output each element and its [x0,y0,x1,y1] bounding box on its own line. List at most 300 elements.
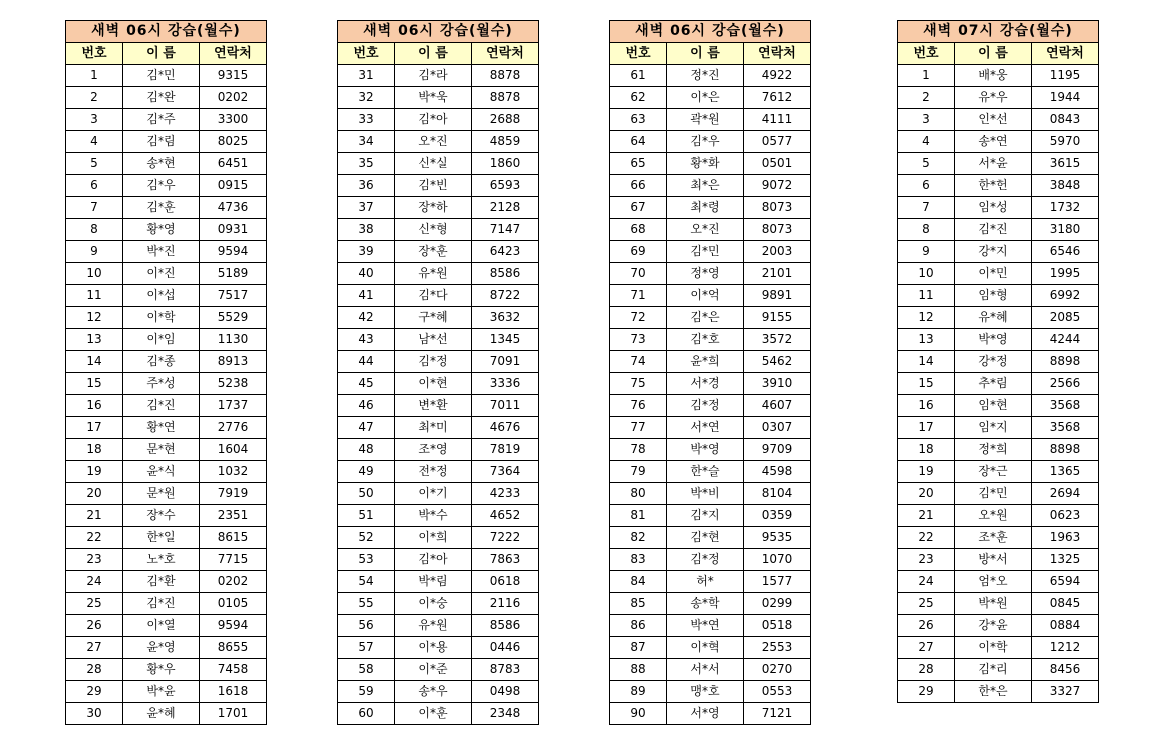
table-row [338,571,539,593]
table-row [610,263,811,285]
row-name: 유*원 [395,263,472,285]
table-row [66,483,267,505]
row-contact: 4233 [472,483,539,505]
row-number: 12 [66,307,123,329]
row-number: 29 [898,681,955,703]
row-number: 58 [338,659,395,681]
row-name: 김*아 [395,549,472,571]
row-name: 이*학 [123,307,200,329]
row-number: 60 [338,703,395,725]
row-name: 서*연 [667,417,744,439]
row-number: 16 [898,395,955,417]
header-contact: 연락처 [472,43,539,65]
table-title: 새벽 06시 강습(월수) [610,21,811,43]
table-row [610,329,811,351]
row-name: 이*진 [123,263,200,285]
row-number: 25 [66,593,123,615]
row-name: 오*진 [667,219,744,241]
row-name: 김*민 [955,483,1032,505]
row-name: 김*아 [395,109,472,131]
row-name: 윤*혜 [123,703,200,725]
row-contact: 9594 [200,615,267,637]
row-number: 21 [66,505,123,527]
row-name: 곽*원 [667,109,744,131]
table-row [898,307,1099,329]
table-row [338,87,539,109]
row-name: 변*환 [395,395,472,417]
table-row [610,153,811,175]
table-row [66,175,267,197]
row-contact: 1212 [1032,637,1099,659]
row-contact: 5238 [200,373,267,395]
row-contact: 5462 [744,351,811,373]
row-number: 5 [898,153,955,175]
row-name: 이*은 [667,87,744,109]
row-name: 강*정 [955,351,1032,373]
row-contact: 4922 [744,65,811,87]
row-number: 4 [66,131,123,153]
row-name: 이*숭 [395,593,472,615]
table-row [338,373,539,395]
row-contact: 1365 [1032,461,1099,483]
row-contact: 0623 [1032,505,1099,527]
row-number: 67 [610,197,667,219]
row-number: 78 [610,439,667,461]
table-row [898,329,1099,351]
row-name: 이*희 [395,527,472,549]
row-contact: 0618 [472,571,539,593]
table-row [898,549,1099,571]
table-row [338,461,539,483]
table-row [66,703,267,725]
table-row [338,241,539,263]
row-number: 3 [898,109,955,131]
table-row [338,329,539,351]
row-name: 김*진 [123,395,200,417]
row-contact: 1701 [200,703,267,725]
row-number: 46 [338,395,395,417]
row-contact: 8878 [472,87,539,109]
row-number: 82 [610,527,667,549]
row-contact: 4859 [472,131,539,153]
row-contact: 0446 [472,637,539,659]
row-number: 17 [898,417,955,439]
row-name: 이*임 [123,329,200,351]
table-row [66,87,267,109]
row-contact: 6451 [200,153,267,175]
table-row [66,681,267,703]
row-number: 19 [898,461,955,483]
table-row [898,483,1099,505]
row-number: 27 [66,637,123,659]
table-row [338,307,539,329]
row-contact: 2566 [1032,373,1099,395]
row-name: 최*미 [395,417,472,439]
header-number: 번호 [338,43,395,65]
row-number: 51 [338,505,395,527]
row-name: 박*영 [667,439,744,461]
row-number: 1 [66,65,123,87]
row-number: 74 [610,351,667,373]
table-row [66,197,267,219]
row-contact: 8655 [200,637,267,659]
row-number: 6 [898,175,955,197]
table-row [338,703,539,725]
row-contact: 6423 [472,241,539,263]
row-contact: 4652 [472,505,539,527]
row-contact: 0915 [200,175,267,197]
row-name: 강*윤 [955,615,1032,637]
table-row [66,219,267,241]
table-row [610,505,811,527]
row-name: 김*우 [123,175,200,197]
row-number: 23 [898,549,955,571]
table-row [898,439,1099,461]
row-contact: 6992 [1032,285,1099,307]
table-row [338,483,539,505]
row-name: 유*원 [395,615,472,637]
table-row [66,659,267,681]
row-contact: 3615 [1032,153,1099,175]
row-number: 38 [338,219,395,241]
row-number: 54 [338,571,395,593]
row-number: 80 [610,483,667,505]
row-name: 신*형 [395,219,472,241]
table-row [338,197,539,219]
table-row [610,197,811,219]
row-number: 7 [898,197,955,219]
row-number: 15 [66,373,123,395]
row-name: 이*학 [955,637,1032,659]
row-contact: 1963 [1032,527,1099,549]
row-name: 주*성 [123,373,200,395]
row-name: 한*헌 [955,175,1032,197]
row-contact: 6546 [1032,241,1099,263]
table-row [610,109,811,131]
row-number: 81 [610,505,667,527]
row-contact: 8586 [472,615,539,637]
row-contact: 9535 [744,527,811,549]
table-row [66,505,267,527]
table-row [898,153,1099,175]
row-contact: 8456 [1032,659,1099,681]
row-name: 박*욱 [395,87,472,109]
row-number: 72 [610,307,667,329]
table-row [66,307,267,329]
row-name: 김*현 [667,527,744,549]
row-contact: 3180 [1032,219,1099,241]
roster-table-3 [609,20,811,725]
row-contact: 7011 [472,395,539,417]
row-number: 30 [66,703,123,725]
row-number: 10 [898,263,955,285]
row-name: 문*원 [123,483,200,505]
table-row [610,703,811,725]
row-number: 68 [610,219,667,241]
roster-table-4 [897,20,1099,703]
table-row [338,527,539,549]
table-row [898,417,1099,439]
table-row [898,681,1099,703]
row-contact: 6594 [1032,571,1099,593]
row-contact: 8615 [200,527,267,549]
row-contact: 0105 [200,593,267,615]
row-name: 남*선 [395,329,472,351]
table-row [610,659,811,681]
row-contact: 9594 [200,241,267,263]
row-name: 장*수 [123,505,200,527]
row-name: 유*혜 [955,307,1032,329]
table-row [898,571,1099,593]
row-name: 배*웅 [955,65,1032,87]
row-number: 64 [610,131,667,153]
row-contact: 9891 [744,285,811,307]
row-name: 강*지 [955,241,1032,263]
row-contact: 0553 [744,681,811,703]
row-contact: 1325 [1032,549,1099,571]
table-title: 새벽 06시 강습(월수) [338,21,539,43]
table-row [338,131,539,153]
table-row [610,307,811,329]
table-row [610,65,811,87]
row-name: 박*연 [667,615,744,637]
table-row [66,527,267,549]
row-contact: 1130 [200,329,267,351]
table-row [66,417,267,439]
table-row [338,395,539,417]
row-name: 김*훈 [123,197,200,219]
table-row [610,461,811,483]
row-contact: 1732 [1032,197,1099,219]
row-contact: 3568 [1032,417,1099,439]
row-number: 48 [338,439,395,461]
table-row [338,659,539,681]
row-number: 53 [338,549,395,571]
table-row [898,219,1099,241]
row-name: 최*은 [667,175,744,197]
row-name: 박*비 [667,483,744,505]
row-name: 정*진 [667,65,744,87]
row-number: 87 [610,637,667,659]
row-contact: 1944 [1032,87,1099,109]
row-name: 김*정 [395,351,472,373]
table-row [338,153,539,175]
row-contact: 0202 [200,87,267,109]
table-row [66,439,267,461]
table-row [898,109,1099,131]
table-row [66,373,267,395]
row-name: 임*형 [955,285,1032,307]
row-number: 52 [338,527,395,549]
table-row [610,549,811,571]
row-name: 유*우 [955,87,1032,109]
row-name: 한*슬 [667,461,744,483]
row-contact: 4676 [472,417,539,439]
row-number: 77 [610,417,667,439]
row-name: 김*우 [667,131,744,153]
row-contact: 8073 [744,197,811,219]
row-name: 이*혁 [667,637,744,659]
row-number: 69 [610,241,667,263]
header-number: 번호 [610,43,667,65]
row-number: 83 [610,549,667,571]
row-number: 11 [898,285,955,307]
row-contact: 0843 [1032,109,1099,131]
table-row [338,615,539,637]
row-contact: 7091 [472,351,539,373]
table-row [610,615,811,637]
table-row [898,461,1099,483]
row-number: 37 [338,197,395,219]
row-contact: 0501 [744,153,811,175]
row-number: 27 [898,637,955,659]
row-contact: 2085 [1032,307,1099,329]
row-name: 이*훈 [395,703,472,725]
row-contact: 8913 [200,351,267,373]
row-name: 장*훈 [395,241,472,263]
table-row [898,351,1099,373]
row-contact: 1737 [200,395,267,417]
row-number: 11 [66,285,123,307]
row-number: 32 [338,87,395,109]
row-number: 28 [66,659,123,681]
row-contact: 7147 [472,219,539,241]
row-name: 김*진 [955,219,1032,241]
row-name: 이*열 [123,615,200,637]
table-row [898,87,1099,109]
row-number: 6 [66,175,123,197]
row-name: 김*라 [395,65,472,87]
row-name: 서*서 [667,659,744,681]
row-contact: 8104 [744,483,811,505]
table-row [338,263,539,285]
table-title: 새벽 07시 강습(월수) [898,21,1099,43]
table-row [610,219,811,241]
row-name: 임*지 [955,417,1032,439]
table-row [610,373,811,395]
row-number: 4 [898,131,955,153]
row-number: 28 [898,659,955,681]
row-contact: 3568 [1032,395,1099,417]
row-number: 33 [338,109,395,131]
row-name: 노*호 [123,549,200,571]
row-number: 59 [338,681,395,703]
row-number: 79 [610,461,667,483]
row-number: 41 [338,285,395,307]
row-number: 47 [338,417,395,439]
row-number: 40 [338,263,395,285]
row-name: 전*정 [395,461,472,483]
row-contact: 8783 [472,659,539,681]
row-number: 16 [66,395,123,417]
row-number: 2 [66,87,123,109]
table-row [610,351,811,373]
row-number: 22 [898,527,955,549]
table-row [898,615,1099,637]
roster-table-1 [65,20,267,725]
table-row [898,65,1099,87]
row-contact: 0498 [472,681,539,703]
row-number: 66 [610,175,667,197]
row-name: 오*원 [955,505,1032,527]
row-name: 맹*호 [667,681,744,703]
header-number: 번호 [898,43,955,65]
row-number: 12 [898,307,955,329]
row-name: 김*빈 [395,175,472,197]
row-name: 이*민 [955,263,1032,285]
row-contact: 3572 [744,329,811,351]
row-contact: 1345 [472,329,539,351]
row-contact: 1618 [200,681,267,703]
row-contact: 8898 [1032,351,1099,373]
row-name: 이*용 [395,637,472,659]
row-name: 허* [667,571,744,593]
row-contact: 7121 [744,703,811,725]
table-row [66,153,267,175]
header-name: 이 름 [955,43,1032,65]
table-row [898,637,1099,659]
row-name: 황*우 [123,659,200,681]
table-row [898,527,1099,549]
row-contact: 7458 [200,659,267,681]
table-row [66,285,267,307]
row-contact: 7517 [200,285,267,307]
table-row [610,483,811,505]
row-number: 5 [66,153,123,175]
row-contact: 4607 [744,395,811,417]
table-row [66,65,267,87]
row-name: 김*주 [123,109,200,131]
header-name: 이 름 [123,43,200,65]
row-contact: 1070 [744,549,811,571]
row-name: 문*현 [123,439,200,461]
row-number: 7 [66,197,123,219]
row-number: 76 [610,395,667,417]
table-row [610,131,811,153]
row-number: 65 [610,153,667,175]
row-contact: 7819 [472,439,539,461]
row-contact: 0931 [200,219,267,241]
table-row [610,241,811,263]
table-row [338,439,539,461]
row-number: 36 [338,175,395,197]
row-number: 18 [66,439,123,461]
row-number: 21 [898,505,955,527]
table-row [610,439,811,461]
row-number: 8 [898,219,955,241]
table-row [66,241,267,263]
row-number: 13 [66,329,123,351]
row-name: 조*영 [395,439,472,461]
row-name: 김*림 [123,131,200,153]
row-number: 88 [610,659,667,681]
table-row [898,659,1099,681]
row-contact: 4244 [1032,329,1099,351]
table-row [66,131,267,153]
header-contact: 연락처 [1032,43,1099,65]
row-number: 56 [338,615,395,637]
row-name: 이*섭 [123,285,200,307]
table-row [66,549,267,571]
row-number: 9 [66,241,123,263]
row-name: 김*진 [123,593,200,615]
table-row [898,241,1099,263]
row-contact: 1604 [200,439,267,461]
row-contact: 3300 [200,109,267,131]
row-number: 22 [66,527,123,549]
row-contact: 7222 [472,527,539,549]
row-name: 인*선 [955,109,1032,131]
